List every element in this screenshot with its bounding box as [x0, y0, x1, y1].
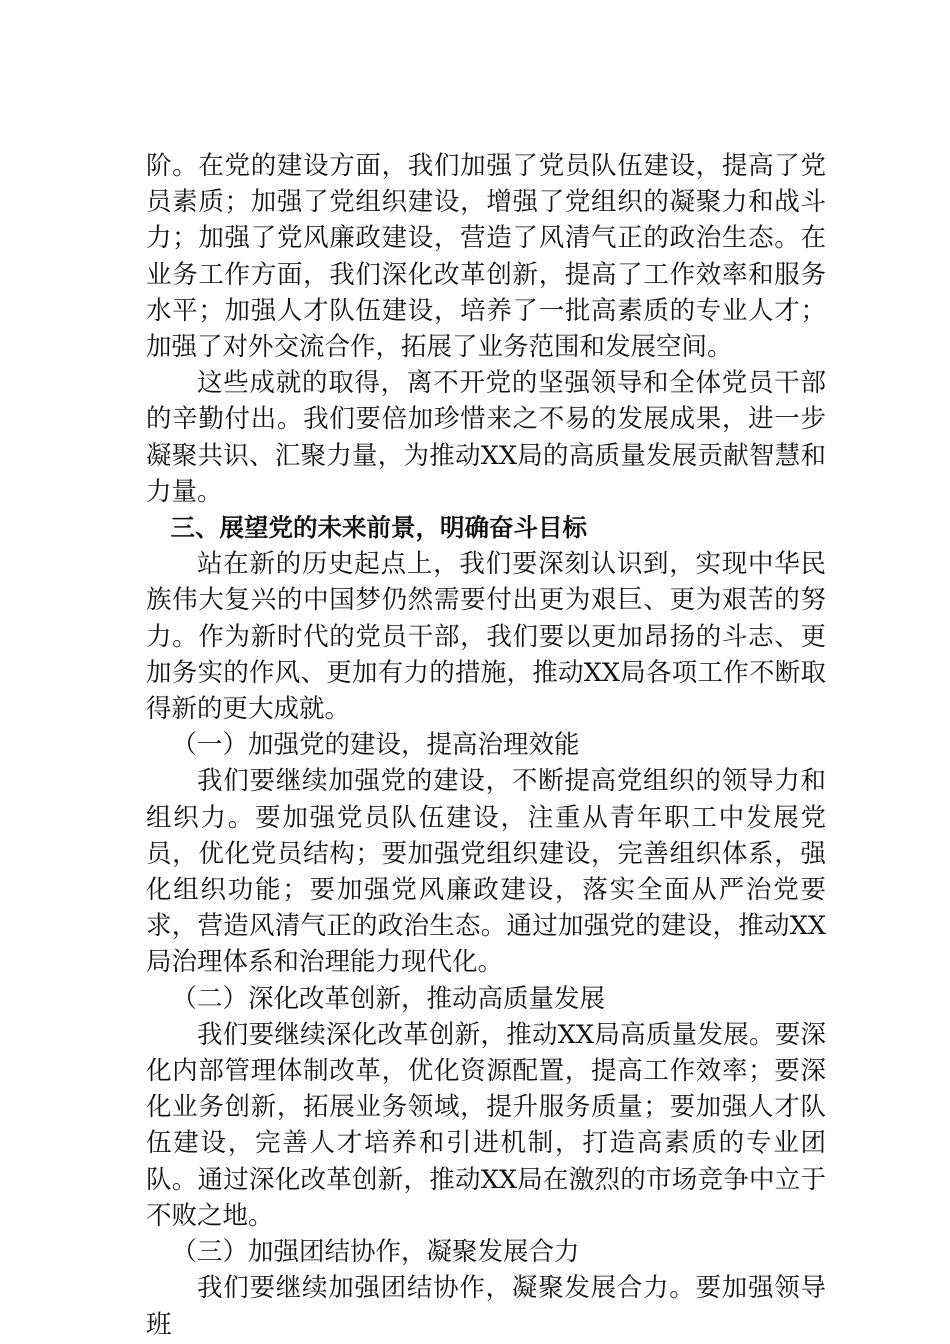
- paragraph: 我们要继续深化改革创新，推动XX局高质量发展。要深化内部管理体制改革，优化资源配置，提高工作效率；要深化业务创新，拓展业务领域，提升服务质量；要加强人才队伍建设，完善人才培养和引进机制，打造高素质的专业团队。通过深化改革创新，推动XX局在激烈的市场竞争中立于不败之地。: [146, 1019, 826, 1231]
- subsection-heading: （二）深化改革创新，推动高质量发展: [171, 983, 606, 1014]
- paragraph: 我们要继续加强团结协作，凝聚发展合力。要加强领导班: [146, 1273, 826, 1340]
- paragraph: 我们要继续加强党的建设，不断提高党组织的领导力和组织力。要加强党员队伍建设，注重从青年职工中发展党员，优化党员结构；要加强党组织建设，完善组织体系，强化组织功能；要加强党风廉政建设，落实全面从严治党要求，营造风清气正的政治生态。通过加强党的建设，推动XX局治理体系和治理能力现代化。: [146, 766, 826, 978]
- paragraph-continued: 阶。在党的建设方面，我们加强了党员队伍建设，提高了党员素质；加强了党组织建设，增强了党组织的凝聚力和战斗力；加强了党风廉政建设，营造了风清气正的政治生态。在业务工作方面，我们深化改革创新，提高了工作效率和服务水平；加强人才队伍建设，培养了一批高素质的专业人才；加强了对外交流合作，拓展了业务范围和发展空间。: [146, 151, 826, 363]
- subsection-heading: （三）加强团结协作，凝聚发展合力: [171, 1237, 580, 1268]
- document-body: [146, 148, 826, 1343]
- paragraph: 站在新的历史起点上，我们要深刻认识到，实现中华民族伟大复兴的中国梦仍然需要付出更为艰巨、更为艰苦的努力。作为新时代的党员干部，我们要以更加昂扬的斗志、更加务实的作风、更加有力的措施，推动XX局各项工作不断取得新的更大成就。: [146, 549, 826, 725]
- section-heading: 三、展望党的未来前景，明确奋斗目标: [170, 513, 587, 543]
- paragraph: 这些成就的取得，离不开党的坚强领导和全体党员干部的辛勤付出。我们要倍加珍惜来之不易的发展成果，进一步凝聚共识、汇聚力量，为推动XX局的高质量发展贡献智慧和力量。: [146, 368, 826, 507]
- subsection-heading: （一）加强党的建设，提高治理效能: [171, 730, 580, 761]
